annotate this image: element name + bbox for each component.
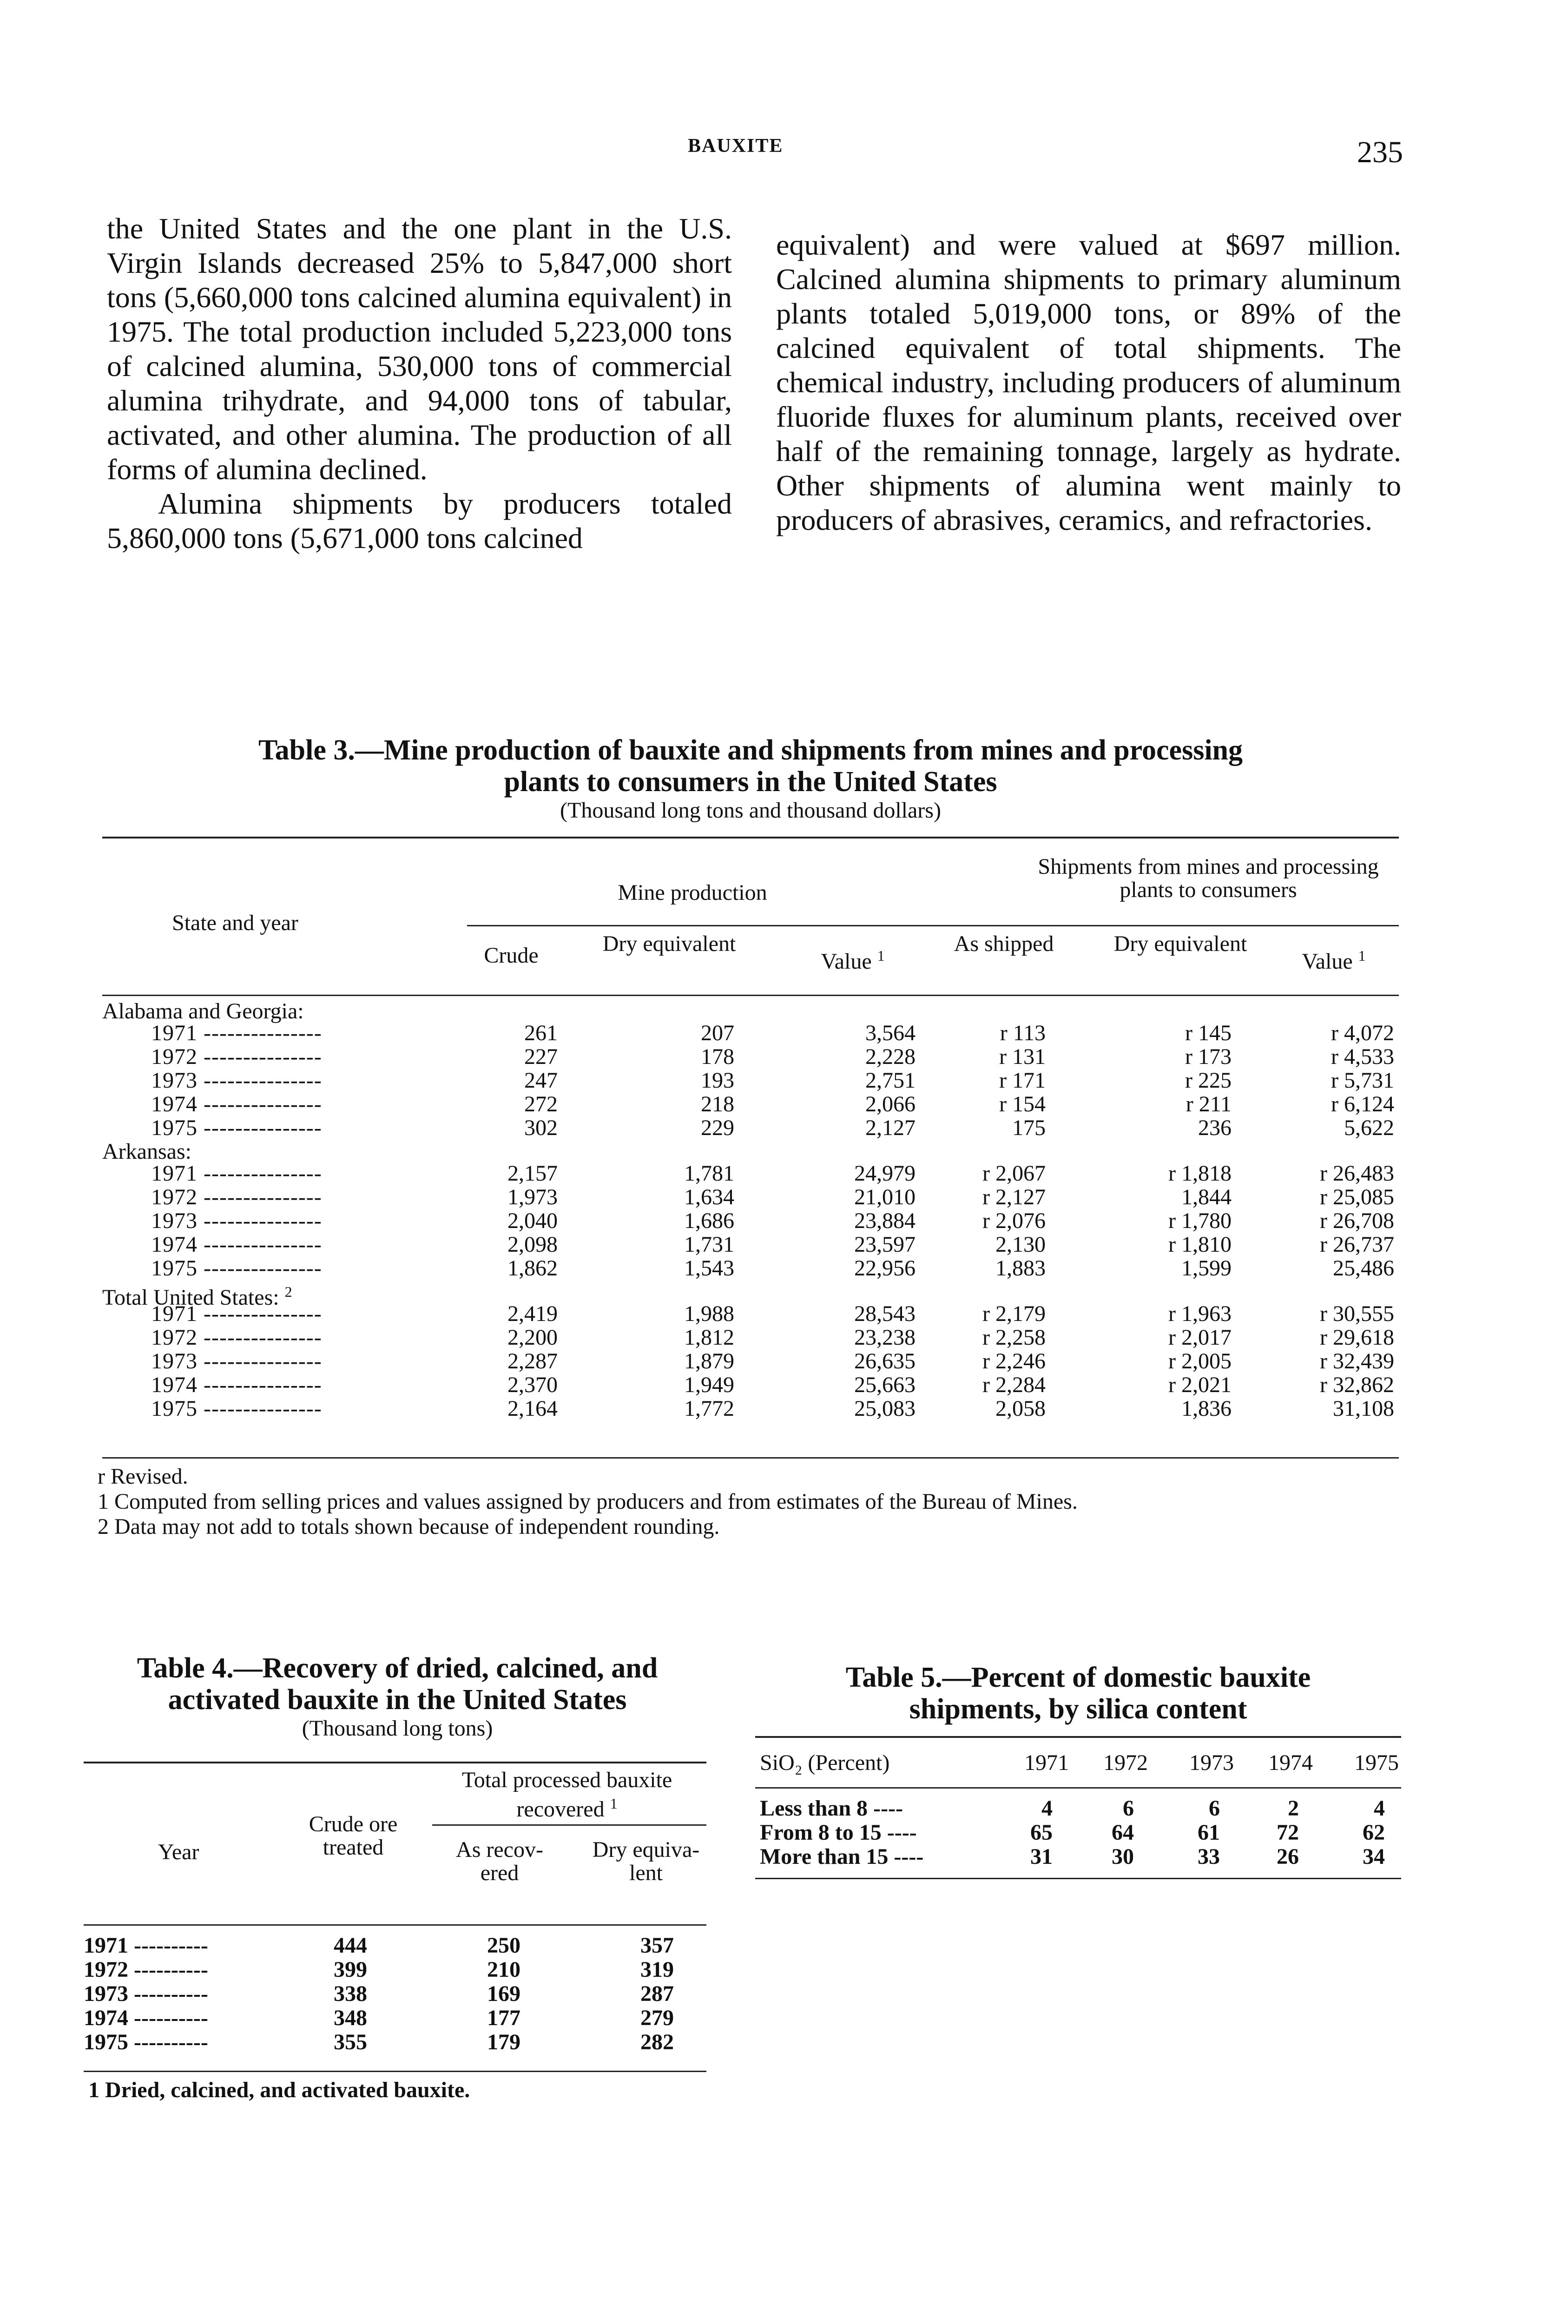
table3-cell: 1,772	[684, 1396, 734, 1421]
table-row	[84, 1958, 706, 1982]
table3-cell: 2,098	[507, 1232, 558, 1257]
table3-col-dry: Dry equivalent	[602, 931, 736, 956]
table-row	[102, 1397, 1399, 1420]
table3-head-state: State and year	[172, 911, 298, 935]
table3-cell: r 29,618	[1320, 1325, 1394, 1350]
body-left-para-2: Alumina shipments by producers totaled 5,860,000 tons (5,671,000 tons calcined	[107, 487, 732, 555]
table4-year: 1972 ----------	[84, 1957, 208, 1982]
table3-cell: r 211	[1186, 1092, 1232, 1116]
table5-cell: 62	[1363, 1820, 1385, 1845]
table3-cell: 1,988	[684, 1301, 734, 1326]
table3-cell: 2,370	[507, 1373, 558, 1397]
table3-year: 1975 ---------------	[151, 1116, 322, 1140]
table4-cell: 357	[640, 1933, 674, 1958]
table4-cell: 282	[640, 2030, 674, 2054]
table3-cell: 23,597	[854, 1232, 916, 1257]
table3-note-1: 1 Computed from selling prices and values assigned by producers and from estimates of the Bureau of Mines.	[98, 1489, 1078, 1514]
table4-year: 1971 ----------	[84, 1933, 208, 1958]
table3-cell: 2,130	[995, 1232, 1046, 1257]
table-row	[102, 1069, 1399, 1092]
table3-cell: 25,083	[854, 1396, 916, 1421]
table4-bottom-rule	[84, 2071, 706, 2072]
table3-year: 1972 ---------------	[151, 1185, 322, 1209]
table5-year-head: 1973	[1189, 1750, 1234, 1775]
table3-cell: r 6,124	[1331, 1092, 1394, 1116]
table4-year: 1973 ----------	[84, 1981, 208, 2006]
table3-cell: 25,663	[854, 1373, 916, 1397]
table4-top-rule	[84, 1762, 706, 1763]
table3-cell: r 2,005	[1168, 1349, 1232, 1373]
table4-year: 1974 ----------	[84, 2006, 208, 2030]
table3-year: 1975 ---------------	[151, 1396, 322, 1421]
table4-cell: 169	[487, 1981, 520, 2006]
table4-cell: 250	[487, 1933, 520, 1958]
table3-cell: 2,040	[507, 1208, 558, 1233]
table3-cell: r 26,737	[1320, 1232, 1394, 1257]
table3-cell: 2,419	[507, 1301, 558, 1326]
table3-cell: r 145	[1185, 1021, 1232, 1045]
table5-top-rule	[755, 1736, 1401, 1738]
table3-cell: r 113	[1000, 1021, 1046, 1045]
table4-head-year: Year	[158, 1840, 199, 1864]
table3-col-as-shipped: As shipped	[954, 931, 1054, 956]
table-row	[84, 2030, 706, 2054]
table-row	[102, 1233, 1399, 1256]
table4-cell: 279	[640, 2006, 674, 2030]
table3-cell: 23,884	[854, 1208, 916, 1233]
table3-cell: r 32,862	[1320, 1373, 1394, 1397]
table-row	[102, 1256, 1399, 1280]
table3-cell: r 2,258	[982, 1325, 1046, 1350]
table5-cell: 6	[1209, 1796, 1220, 1821]
table3-head-shipments: Shipments from mines and processing plants to consumers	[1038, 854, 1379, 902]
table4-cell: 210	[487, 1957, 520, 1982]
table3-cell: r 30,555	[1320, 1301, 1394, 1326]
table3-cell: 28,543	[854, 1301, 916, 1326]
table3-cell: 227	[524, 1044, 558, 1069]
table3-year: 1972 ---------------	[151, 1325, 322, 1350]
table4-head-crude: Crude ore treated	[309, 1812, 398, 1860]
table4-header	[84, 1769, 706, 1922]
table3-cell: 2,751	[865, 1068, 916, 1093]
table-row	[102, 1185, 1399, 1209]
table3-cell: r 171	[999, 1068, 1046, 1093]
table3-cell: 1,973	[507, 1185, 558, 1209]
table3-col-value2: Value $^1$	[1302, 947, 1366, 974]
table3-year: 1973 ---------------	[151, 1349, 322, 1373]
table4-cell: 399	[334, 1957, 367, 1982]
table5	[753, 1662, 1403, 1725]
table5-title-line2: shipments, by silica content	[909, 1693, 1247, 1725]
table4-note: 1 Dried, calcined, and activated bauxite.	[88, 2078, 470, 2102]
table3-cell: r 173	[1185, 1044, 1232, 1069]
table3-cell: r 2,284	[982, 1373, 1046, 1397]
table3-cell: r 154	[999, 1092, 1046, 1116]
table3-cell: 21,010	[854, 1185, 916, 1209]
table3-cell: r 26,708	[1320, 1208, 1394, 1233]
table5-cell: 4	[1374, 1796, 1385, 1821]
table3-cell: 1,883	[995, 1256, 1046, 1281]
table3-ship-rule	[1027, 925, 1399, 926]
table3-year: 1973 ---------------	[151, 1068, 322, 1093]
table5-cell: 2	[1288, 1796, 1299, 1821]
table3-subtitle: (Thousand long tons and thousand dollars)	[560, 798, 941, 823]
table-row	[102, 1162, 1399, 1185]
table4-head-as: As recov- ered	[456, 1837, 543, 1885]
table3-cell: r 1,780	[1168, 1208, 1232, 1233]
table3-cell: 218	[701, 1092, 734, 1116]
table3-cell: 1,781	[684, 1161, 734, 1186]
table3-cell: 261	[524, 1021, 558, 1045]
table3-cell: r 4,072	[1331, 1021, 1394, 1045]
table3-year: 1975 ---------------	[151, 1256, 322, 1281]
table3-notes	[98, 1464, 1394, 1539]
table-row	[84, 1934, 706, 1958]
table-row	[102, 1302, 1399, 1326]
table3-col-value: Value $^1$	[821, 947, 885, 974]
table3-year: 1972 ---------------	[151, 1044, 322, 1069]
table3-cell: 1,599	[1181, 1256, 1232, 1281]
table5-cell: 61	[1198, 1820, 1220, 1845]
table3-note-2: 2 Data may not add to totals shown because of independent rounding.	[98, 1514, 720, 1539]
table4-subtitle: (Thousand long tons)	[302, 1716, 493, 1741]
table3-title-line1: Table 3.—Mine production of bauxite and shipments from mines and processing	[258, 734, 1243, 766]
table3-cell: r 2,246	[982, 1349, 1046, 1373]
body-right-column	[776, 228, 1401, 537]
table3-cell: 2,228	[865, 1044, 916, 1069]
page-number: 235	[1357, 135, 1403, 169]
table-row	[84, 1982, 706, 2006]
table-row	[102, 1021, 1399, 1045]
table5-label: From 8 to 15 ----	[760, 1820, 917, 1845]
table3-cell: 1,634	[684, 1185, 734, 1209]
table3-cell: r 131	[999, 1044, 1046, 1069]
table3-bottom-rule	[102, 1457, 1399, 1459]
table3-year: 1971 ---------------	[151, 1301, 322, 1326]
table5-head-bottom-rule	[755, 1787, 1401, 1789]
table3-cell: 24,979	[854, 1161, 916, 1186]
table5-cell: 34	[1363, 1844, 1385, 1869]
table3-cell: 1,731	[684, 1232, 734, 1257]
table3-group-label: Arkansas:	[102, 1139, 191, 1164]
table5-cell: 30	[1112, 1844, 1134, 1869]
table3-cell: 2,200	[507, 1325, 558, 1350]
table3-cell: 1,844	[1181, 1185, 1232, 1209]
table5-label: Less than 8 ----	[760, 1796, 903, 1821]
table4-cell: 338	[334, 1981, 367, 2006]
table3-cell: r 32,439	[1320, 1349, 1394, 1373]
table-row	[102, 1045, 1399, 1069]
body-left-column	[107, 211, 732, 555]
table5-cell: 26	[1277, 1844, 1299, 1869]
table5-cell: 4	[1041, 1796, 1053, 1821]
table3-year: 1974 ---------------	[151, 1373, 322, 1397]
table3-cell: r 2,017	[1168, 1325, 1232, 1350]
table3-cell: 2,164	[507, 1396, 558, 1421]
table3-cell: r 2,127	[982, 1185, 1046, 1209]
running-title: BAUXITE	[688, 135, 784, 157]
table4	[84, 1652, 711, 1741]
table3-mine-rule	[467, 925, 1032, 926]
table4-cell: 319	[640, 1957, 674, 1982]
table3-cell: 229	[701, 1116, 734, 1140]
table5-year-head: 1974	[1268, 1750, 1313, 1775]
body-left-para-1: the United States and the one plant in the U.S. Virgin Islands decreased 25% to 5,847,000 short tons (5,660,000 tons calcined alumina equivalent) in 1975. The total production included 5,223,000 tons of calcined alumina, 530,000 tons of commercial alumina trihydrate, and 94,000 tons of tabular, activated, and other alumina. The production of all forms of alumina declined.	[107, 212, 732, 486]
table3-cell: 1,836	[1181, 1396, 1232, 1421]
table3-year: 1973 ---------------	[151, 1208, 322, 1233]
table3-cell: r 1,810	[1168, 1232, 1232, 1257]
table3-group-label: Alabama and Georgia:	[102, 999, 304, 1023]
table3-cell: 22,956	[854, 1256, 916, 1281]
table-row	[84, 2006, 706, 2030]
table3-cell: r 2,076	[982, 1208, 1046, 1233]
table3-cell: 247	[524, 1068, 558, 1093]
table5-cell: 33	[1198, 1844, 1220, 1869]
table3-cell: 236	[1198, 1116, 1232, 1140]
table4-cell: 177	[487, 2006, 520, 2030]
table3-cell: 5,622	[1344, 1116, 1394, 1140]
table3-cell: 302	[524, 1116, 558, 1140]
table4-head-total: Total processed bauxite recovered $^1$	[461, 1768, 672, 1822]
table-row	[755, 1796, 1401, 1821]
table3-col-crude: Crude	[484, 943, 539, 968]
table-row	[102, 1373, 1399, 1397]
table5-cell: 6	[1123, 1796, 1134, 1821]
table5-cell: 64	[1112, 1820, 1134, 1845]
table-row	[755, 1821, 1401, 1845]
table4-head-bottom-rule	[84, 1924, 706, 1926]
table3-header	[102, 844, 1399, 974]
table3-cell: 178	[701, 1044, 734, 1069]
table4-head-dry: Dry equiva- lent	[592, 1837, 700, 1885]
table3-group-label: Total United States: $^2$	[102, 1283, 292, 1310]
table3-cell: 25,486	[1333, 1256, 1394, 1281]
table3-head-bottom-rule	[102, 995, 1399, 996]
table3-cell: r 1,963	[1168, 1301, 1232, 1326]
table-row	[102, 1116, 1399, 1140]
table3-cell: 2,058	[995, 1396, 1046, 1421]
table3-cell: r 2,021	[1168, 1373, 1232, 1397]
table3-group-label-sup: 2	[284, 1283, 292, 1300]
table4-cell: 348	[334, 2006, 367, 2030]
table3-cell: r 25,085	[1320, 1185, 1394, 1209]
table3-cell: 1,686	[684, 1208, 734, 1233]
table3-cell: 2,157	[507, 1161, 558, 1186]
table3-cell: r 26,483	[1320, 1161, 1394, 1186]
table3-title-line2: plants to consumers in the United States	[504, 766, 997, 798]
table3-year: 1974 ---------------	[151, 1092, 322, 1116]
table-row	[755, 1845, 1401, 1869]
table3-cell: 1,862	[507, 1256, 558, 1281]
table-row	[102, 1209, 1399, 1233]
table3-cell: r 225	[1185, 1068, 1232, 1093]
table3-cell: r 2,179	[982, 1301, 1046, 1326]
table3-head-mine: Mine production	[618, 880, 767, 905]
table-row	[102, 1349, 1399, 1373]
table3-cell: 2,127	[865, 1116, 916, 1140]
table3-cell: 3,564	[865, 1021, 916, 1045]
table5-cell: 31	[1030, 1844, 1053, 1869]
table3-cell: 1,812	[684, 1325, 734, 1350]
table3-cell: 31,108	[1333, 1396, 1394, 1421]
table3-cell: 26,635	[854, 1349, 916, 1373]
table4-cell: 179	[487, 2030, 520, 2054]
table4-cell: 444	[334, 1933, 367, 1958]
table3-top-rule	[102, 837, 1399, 838]
table4-year: 1975 ----------	[84, 2030, 208, 2054]
table3-cell: r 1,818	[1168, 1161, 1232, 1186]
table5-title-line1: Table 5.—Percent of domestic bauxite	[845, 1662, 1311, 1693]
table3-cell: 1,949	[684, 1373, 734, 1397]
table5-bottom-rule	[755, 1878, 1401, 1879]
table5-year-head: 1971	[1024, 1750, 1069, 1775]
table3-cell: 2,287	[507, 1349, 558, 1373]
table5-cell: 72	[1277, 1820, 1299, 1845]
table3-year: 1971 ---------------	[151, 1021, 322, 1045]
table5-label: More than 15 ----	[760, 1844, 924, 1869]
table3-cell: 175	[1012, 1116, 1046, 1140]
table3-cell: 1,543	[684, 1256, 734, 1281]
table5-year-head: 1972	[1103, 1750, 1148, 1775]
table-row	[102, 1326, 1399, 1349]
table5-year-head: 1975	[1354, 1750, 1399, 1775]
table-row	[102, 1092, 1399, 1116]
table4-title-line1: Table 4.—Recovery of dried, calcined, and	[137, 1652, 658, 1684]
table3-cell: 2,066	[865, 1092, 916, 1116]
table4-cell: 287	[640, 1981, 674, 2006]
table3-cell: r 2,067	[982, 1161, 1046, 1186]
body-right-para: equivalent) and were valued at $697 million. Calcined alumina shipments to primary aluminum plants totaled 5,019,000 tons, or 89% of the calcined equivalent of total shipments. The chemical industry, including producers of aluminum fluoride fluxes for aluminum plants, received over half of the remaining tonnage, largely as hydrate. Other shipments of alumina went mainly to producers of abrasives, ceramics, and refractories.	[776, 228, 1401, 536]
table5-cell: 65	[1030, 1820, 1053, 1845]
table3-cell: r 4,533	[1331, 1044, 1394, 1069]
table4-title-line2: activated bauxite in the United States	[168, 1684, 627, 1716]
table3-cell: r 5,731	[1331, 1068, 1394, 1093]
table3-cell: 193	[701, 1068, 734, 1093]
table3-year: 1971 ---------------	[151, 1161, 322, 1186]
table3-cell: 23,238	[854, 1325, 916, 1350]
table3-cell: 1,879	[684, 1349, 734, 1373]
table3-col-dry2: Dry equivalent	[1113, 931, 1247, 956]
table5-head-sio2: SiO₂ (Percent)	[760, 1750, 890, 1775]
table3-cell: 272	[524, 1092, 558, 1116]
table3	[100, 734, 1401, 823]
table3-year: 1974 ---------------	[151, 1232, 322, 1257]
table3-note-r: r Revised.	[98, 1464, 188, 1489]
table3-cell: 207	[701, 1021, 734, 1045]
table4-total-rule	[432, 1824, 706, 1826]
table4-cell: 355	[334, 2030, 367, 2054]
